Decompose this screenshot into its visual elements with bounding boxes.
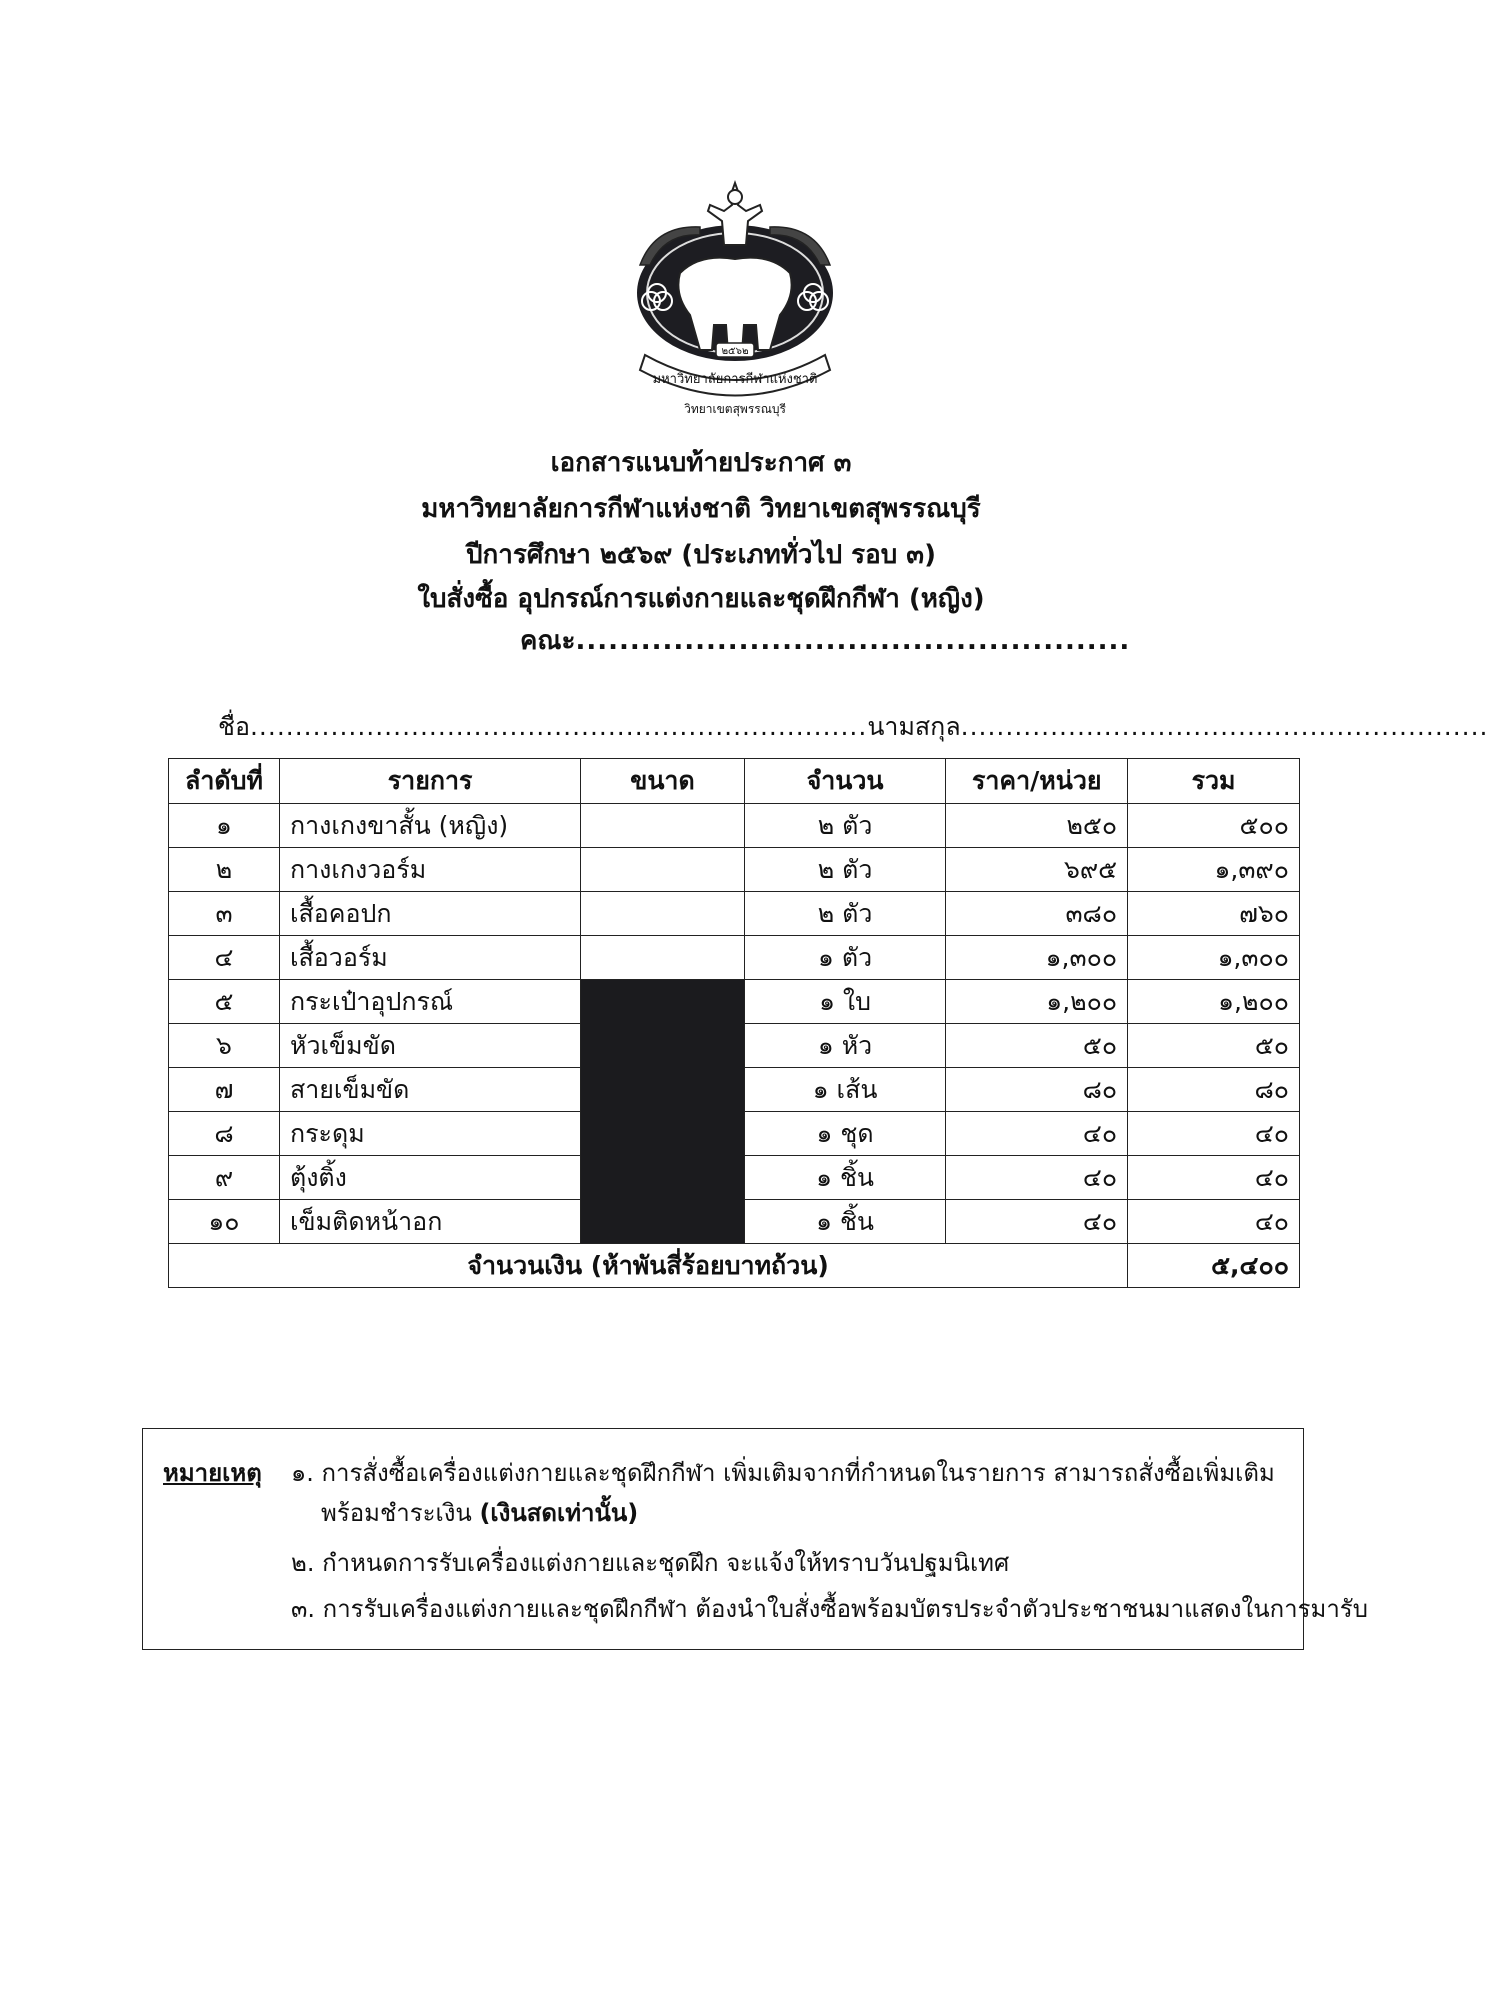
row-no: ๙: [169, 1156, 280, 1200]
sum-value: ๕,๔๐๐: [1128, 1244, 1300, 1288]
row-price: ๔๐: [946, 1112, 1128, 1156]
note-1-cash-only: (เงินสดเท่านั้น): [479, 1499, 639, 1527]
header-price: ราคา/หน่วย: [946, 759, 1128, 804]
row-size-input[interactable]: [581, 892, 745, 936]
row-item: สายเข็มขัด: [279, 1068, 580, 1112]
row-item: เสื้อวอร์ม: [279, 936, 580, 980]
row-total: ๗๖๐: [1128, 892, 1300, 936]
row-qty: ๒ ตัว: [744, 804, 946, 848]
row-qty: ๑ ชิ้น: [744, 1200, 946, 1244]
row-qty: ๑ หัว: [744, 1024, 946, 1068]
row-price: ๒๕๐: [946, 804, 1128, 848]
heading-line-1: เอกสารแนบท้ายประกาศ ๓: [550, 448, 852, 478]
row-size-input[interactable]: [581, 936, 745, 980]
row-no: ๗: [169, 1068, 280, 1112]
table-sum-row: [169, 1244, 1300, 1288]
row-price: ๖๙๕: [946, 848, 1128, 892]
row-size-input[interactable]: [581, 848, 745, 892]
notes-label: หมายเหตุ: [163, 1459, 262, 1487]
row-no: ๔: [169, 936, 280, 980]
row-item: กระดุม: [279, 1112, 580, 1156]
row-qty: ๒ ตัว: [744, 892, 946, 936]
heading-line-2: มหาวิทยาลัยการกีฬาแห่งชาติ วิทยาเขตสุพรรณบุรี: [421, 494, 981, 524]
row-price: ๑,๓๐๐: [946, 936, 1128, 980]
logo-seal-text: ๒๕๖๒: [721, 346, 749, 357]
row-no: ๖: [169, 1024, 280, 1068]
row-qty: ๑ ตัว: [744, 936, 946, 980]
note-3: ๓. การรับเครื่องแต่งกายและชุดฝึกกีฬา ต้องนำใบสั่งซื้อพร้อมบัตรประจำตัวประชาชนมาแสดงในการมารับ: [291, 1595, 1368, 1623]
row-total: ๔๐: [1128, 1156, 1300, 1200]
name-row: [218, 707, 1489, 747]
row-total: ๘๐: [1128, 1068, 1300, 1112]
logo-caption: วิทยาเขตสุพรรณบุรี: [684, 402, 786, 416]
header-size: ขนาด: [581, 759, 745, 804]
row-total: ๔๐: [1128, 1200, 1300, 1244]
heading-line-4: ใบสั่งซื้อ อุปกรณ์การแต่งกายและชุดฝึกกีฬา (หญิง): [417, 584, 985, 614]
row-no: ๑๐: [169, 1200, 280, 1244]
name-field[interactable]: .....................................................................: [249, 712, 868, 741]
row-item: หัวเข็มขัด: [279, 1024, 580, 1068]
order-table: [168, 758, 1300, 1288]
header-qty: จำนวน: [744, 759, 946, 804]
row-no: ๓: [169, 892, 280, 936]
faculty-label: คณะ: [520, 626, 576, 656]
table-row: [169, 980, 1300, 1024]
row-total: ๕๐๐: [1128, 804, 1300, 848]
note-1: ๑. การสั่งซื้อเครื่องแต่งกายและชุดฝึกกีฬา เพิ่มเติมจากที่กำหนดในรายการ สามารถสั่งซื้อเพิ่มเติม: [291, 1459, 1275, 1487]
surname-field[interactable]: ...........................................................: [960, 712, 1489, 741]
row-total: ๕๐: [1128, 1024, 1300, 1068]
logo-ribbon-text: มหาวิทยาลัยการกีฬาแห่งชาติ: [652, 372, 818, 387]
university-logo: [620, 175, 850, 420]
row-no: ๒: [169, 848, 280, 892]
table-row: [169, 804, 1300, 848]
table-row: [169, 892, 1300, 936]
table-row: [169, 936, 1300, 980]
note-2: ๒. กำหนดการรับเครื่องแต่งกายและชุดฝึก จะแจ้งให้ทราบวันปฐมนิเทศ: [291, 1549, 1010, 1577]
row-total: ๑,๓๙๐: [1128, 848, 1300, 892]
table-header-row: [169, 759, 1300, 804]
faculty-dots: ...................................................: [575, 626, 1131, 656]
row-item: เสื้อคอปก: [279, 892, 580, 936]
row-price: ๘๐: [946, 1068, 1128, 1112]
row-total: ๑,๓๐๐: [1128, 936, 1300, 980]
row-qty: ๒ ตัว: [744, 848, 946, 892]
university-seal-icon: [620, 175, 850, 420]
heading-line-3: ปีการศึกษา ๒๕๖๙ (ประเภททั่วไป รอบ ๓): [466, 540, 936, 570]
row-qty: ๑ ชิ้น: [744, 1156, 946, 1200]
size-blacked-out-cell: [581, 980, 745, 1244]
table-row: [169, 848, 1300, 892]
row-no: ๘: [169, 1112, 280, 1156]
header-total: รวม: [1128, 759, 1300, 804]
row-price: ๑,๒๐๐: [946, 980, 1128, 1024]
faculty-field[interactable]: [520, 620, 1130, 661]
row-item: กระเป๋าอุปกรณ์: [279, 980, 580, 1024]
surname-label: นามสกุล: [867, 712, 961, 741]
row-size-input[interactable]: [581, 804, 745, 848]
row-no: ๕: [169, 980, 280, 1024]
row-no: ๑: [169, 804, 280, 848]
header-no: ลำดับที่: [169, 759, 280, 804]
row-qty: ๑ ใบ: [744, 980, 946, 1024]
name-label: ชื่อ: [218, 712, 250, 741]
row-item: เข็มติดหน้าอก: [279, 1200, 580, 1244]
note-1-continued: [321, 1493, 638, 1532]
row-qty: ๑ เส้น: [744, 1068, 946, 1112]
row-price: ๕๐: [946, 1024, 1128, 1068]
row-price: ๔๐: [946, 1156, 1128, 1200]
row-total: ๔๐: [1128, 1112, 1300, 1156]
row-price: ๔๐: [946, 1200, 1128, 1244]
row-item: กางเกงขาสั้น (หญิง): [279, 804, 580, 848]
row-item: กางเกงวอร์ม: [279, 848, 580, 892]
row-item: ตุ้งติ้ง: [279, 1156, 580, 1200]
header-item: รายการ: [279, 759, 580, 804]
row-total: ๑,๒๐๐: [1128, 980, 1300, 1024]
notes-box: [142, 1428, 1368, 1650]
note-1-prefix: พร้อมชำระเงิน: [321, 1499, 480, 1527]
row-qty: ๑ ชุด: [744, 1112, 946, 1156]
sum-label: จำนวนเงิน (ห้าพันสี่ร้อยบาทถ้วน): [169, 1244, 1128, 1288]
row-price: ๓๘๐: [946, 892, 1128, 936]
